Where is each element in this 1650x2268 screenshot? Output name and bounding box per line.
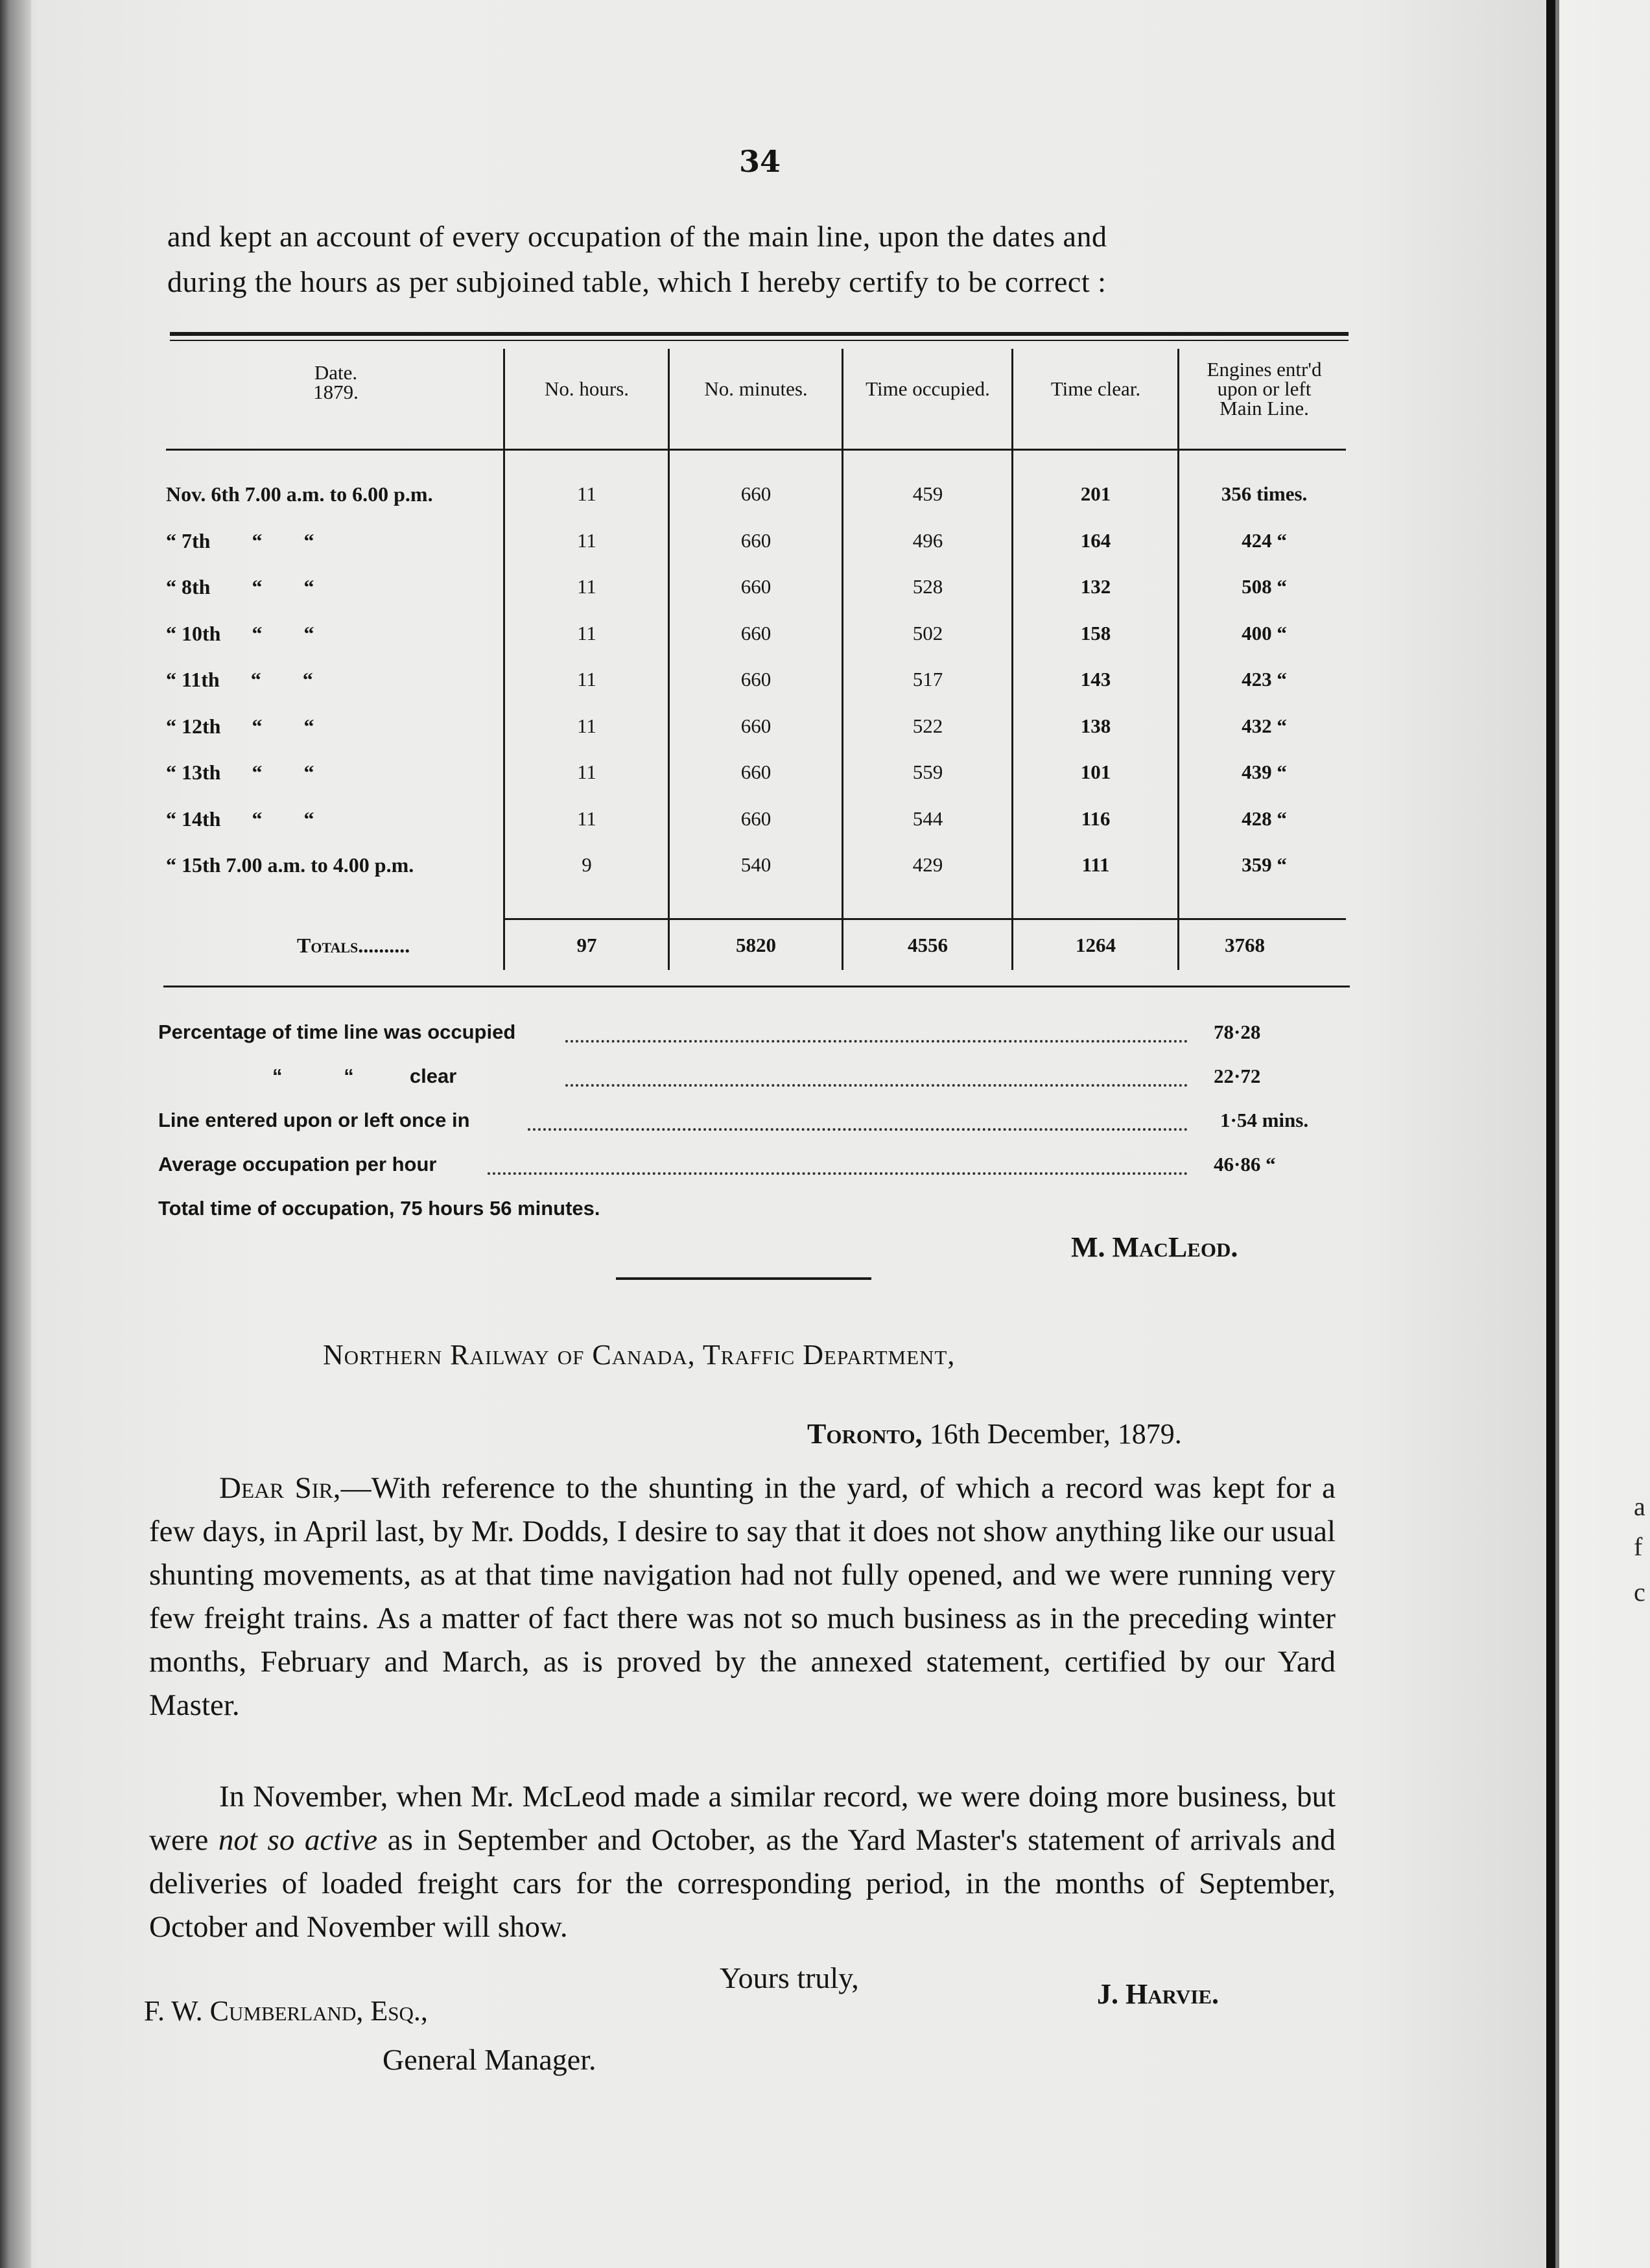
- cell-engines: 423 “: [1242, 668, 1287, 691]
- stat-value: 78·28: [1214, 1021, 1261, 1043]
- cell-occupied: 559: [912, 761, 943, 783]
- stat-label: “ “ clear: [272, 1065, 457, 1087]
- edge-glyph: a: [1634, 1492, 1645, 1521]
- row-date: “ 7th “ “: [166, 529, 314, 552]
- cell-hours: 11: [577, 529, 596, 552]
- letter-paragraph-1: [149, 1467, 1336, 1727]
- column-header-date: Date. 1879.: [313, 361, 359, 403]
- cell-clear: 201: [1080, 482, 1111, 505]
- intro-line: during the hours as per subjoined table, which I hereby certify to be correct :: [167, 265, 1107, 298]
- row-date: “ 14th “ “: [166, 807, 314, 831]
- cell-hours: 9: [582, 853, 592, 876]
- table-column-divider: [1177, 349, 1179, 970]
- letter-heading: Northern Railway of Canada, Traffic Department,: [323, 1339, 956, 1371]
- table-top-rule-thin: [170, 340, 1349, 341]
- cell-clear: 164: [1080, 529, 1111, 552]
- cell-minutes: 660: [740, 529, 772, 552]
- totals-time-clear: 1264: [1076, 934, 1116, 956]
- edge-glyph: c: [1634, 1577, 1645, 1607]
- cell-clear: 138: [1080, 715, 1111, 737]
- cell-occupied: 528: [912, 575, 943, 598]
- letter-closing: Yours truly,: [720, 1961, 859, 1994]
- table-bottom-rule: [163, 986, 1350, 987]
- totals-hours: 97: [576, 934, 597, 956]
- row-date: “ 12th “ “: [166, 715, 314, 738]
- column-header-hours: No. hours.: [544, 377, 630, 400]
- stat-label: Percentage of time line was occupied: [158, 1021, 516, 1043]
- stat-value: 22·72: [1214, 1065, 1261, 1087]
- cell-minutes: 660: [740, 482, 772, 505]
- cell-occupied: 459: [912, 482, 943, 505]
- total-time-note: Total time of occupation, 75 hours 56 minutes.: [158, 1197, 600, 1220]
- edge-glyph: f: [1634, 1532, 1643, 1561]
- cell-engines: 432 “: [1242, 715, 1287, 737]
- signature-macleod: M. MacLeod.: [1071, 1231, 1238, 1263]
- leader-dots: [565, 1084, 1188, 1087]
- cell-minutes: 660: [740, 807, 772, 830]
- totals-label: Totals..........: [297, 934, 410, 957]
- column-header-time-occupied: Time occupied.: [866, 377, 990, 400]
- letter-date: 16th December, 1879.: [929, 1418, 1182, 1450]
- cell-minutes: 660: [740, 715, 772, 737]
- cell-occupied: 544: [912, 807, 943, 830]
- row-date: “ 8th “ “: [166, 575, 314, 598]
- row-date: “ 10th “ “: [166, 622, 314, 645]
- stat-label: Line entered upon or left once in: [158, 1109, 470, 1131]
- cell-hours: 11: [577, 482, 596, 505]
- totals-minutes: 5820: [736, 934, 776, 956]
- letter-paragraph-2: [149, 1775, 1336, 1949]
- table-column-divider: [842, 349, 843, 970]
- cell-minutes: 660: [740, 575, 772, 598]
- leader-dots: [488, 1172, 1188, 1175]
- addressee-title: General Manager.: [383, 2043, 596, 2076]
- cell-occupied: 496: [912, 529, 943, 552]
- table-column-divider: [503, 349, 505, 970]
- cell-hours: 11: [577, 575, 596, 598]
- cell-hours: 11: [577, 807, 596, 830]
- addressee-name: F. W. Cumberland, Esq.,: [144, 1995, 428, 2027]
- table-column-divider: [668, 349, 670, 970]
- cell-hours: 11: [577, 622, 596, 644]
- cell-clear: 158: [1080, 622, 1111, 644]
- cell-minutes: 660: [740, 668, 772, 691]
- paragraph-2-emphasis: not so active: [218, 1823, 378, 1857]
- cell-occupied: 517: [912, 668, 943, 691]
- cell-clear: 116: [1081, 807, 1111, 830]
- stat-value: 1·54 mins.: [1220, 1109, 1309, 1131]
- column-header-minutes: No. minutes.: [704, 377, 808, 400]
- leader-dots: [528, 1128, 1188, 1131]
- table-column-divider: [1011, 349, 1013, 970]
- column-header-time-clear: Time clear.: [1050, 377, 1141, 400]
- cell-clear: 101: [1080, 761, 1111, 783]
- book-spine-shadow: [1555, 0, 1559, 2268]
- table-totals-rule: [503, 918, 1346, 920]
- intro-line: and kept an account of every occupation of the main line, upon the dates and: [167, 220, 1107, 253]
- cell-engines: 508 “: [1242, 575, 1287, 598]
- cell-hours: 11: [577, 668, 596, 691]
- cell-minutes: 540: [740, 853, 772, 876]
- stat-value: 46·86 “: [1214, 1153, 1276, 1175]
- paragraph-2-text-a: In November, when Mr. McLeod made a similar record, we were doing more business, but were: [149, 1780, 1336, 1857]
- cell-engines: 356 times.: [1221, 482, 1308, 505]
- book-spine: [1546, 0, 1555, 2268]
- row-date: Nov. 6th 7.00 a.m. to 6.00 p.m.: [166, 482, 433, 506]
- letter-dateline: [807, 1417, 1182, 1450]
- row-date: “ 15th 7.00 a.m. to 4.00 p.m.: [166, 853, 414, 877]
- page-number: 34: [739, 144, 781, 179]
- table-top-rule: [170, 332, 1349, 336]
- letter-place: Toronto,: [807, 1418, 923, 1450]
- cell-hours: 11: [577, 761, 596, 783]
- cell-hours: 11: [577, 715, 596, 737]
- cell-engines: 359 “: [1242, 853, 1287, 876]
- stat-label: Average occupation per hour: [158, 1153, 437, 1175]
- salutation: Dear Sir,: [219, 1471, 341, 1505]
- column-header-engines: Engines entr'd upon or left Main Line.: [1207, 358, 1322, 419]
- section-divider: [616, 1277, 871, 1280]
- paragraph-1-text: —With reference to the shunting in the yard, of which a record was kept for a few days, in April last, by Mr. Dodds, I desire to say that it does not show anything like our usual shunting movements, as at that time navigation had not fully opened, and we were running very few freight trains. As a matter of fact there was not so much business as in the preceding winter months, February and March, as is proved by the annexed statement, certified by our Yard Master.: [149, 1471, 1336, 1722]
- cell-occupied: 522: [912, 715, 943, 737]
- left-page-edge: [0, 0, 31, 2268]
- cell-clear: 132: [1080, 575, 1111, 598]
- cell-engines: 439 “: [1242, 761, 1287, 783]
- row-date: “ 11th “ “: [166, 668, 313, 691]
- cell-minutes: 660: [740, 622, 772, 644]
- cell-engines: 400 “: [1242, 622, 1287, 644]
- leader-dots: [565, 1040, 1188, 1043]
- totals-time-occupied: 4556: [908, 934, 948, 956]
- row-date: “ 13th “ “: [166, 761, 314, 784]
- cell-engines: 424 “: [1242, 529, 1287, 552]
- cell-clear: 111: [1081, 853, 1110, 876]
- table-header-rule: [166, 449, 1346, 451]
- cell-occupied: 429: [912, 853, 943, 876]
- cell-clear: 143: [1080, 668, 1111, 691]
- paragraph-2-text-b: as in September and October, as the Yard Master's statement of arrivals and deliveries of loaded freight cars for the corresponding period, in the months of September, October and November will show.: [149, 1823, 1336, 1944]
- totals-engines: 3768: [1225, 934, 1265, 956]
- cell-engines: 428 “: [1242, 807, 1287, 830]
- cell-minutes: 660: [740, 761, 772, 783]
- signature-harvie: J. Harvie.: [1097, 1978, 1220, 2010]
- cell-occupied: 502: [912, 622, 943, 644]
